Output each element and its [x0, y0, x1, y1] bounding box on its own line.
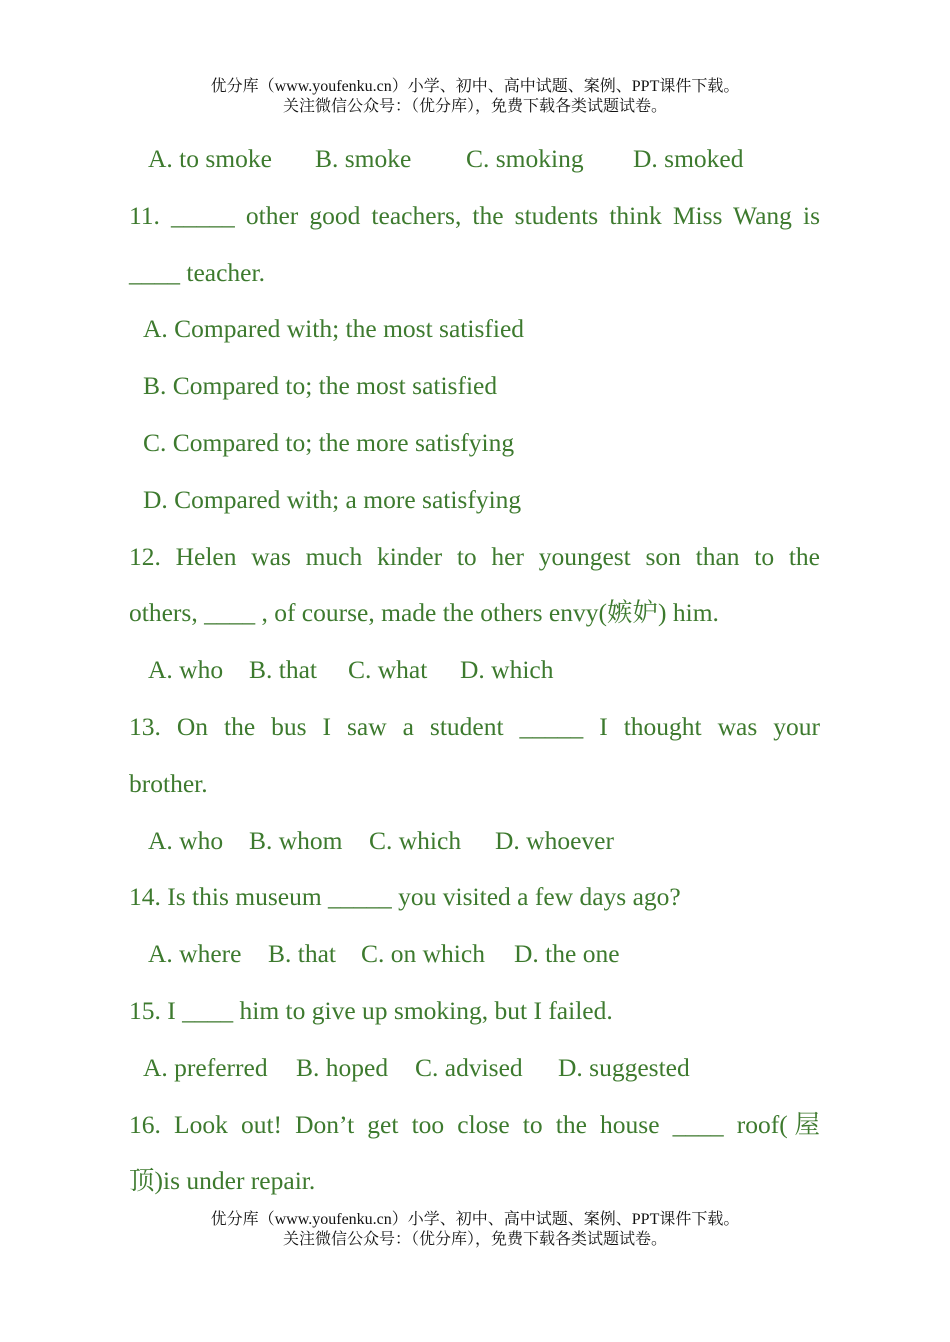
exam-content: [129, 131, 820, 1210]
q12-option-a: A. who: [148, 655, 224, 685]
footer-line-1: 优分库（www.youfenku.cn）小学、初中、高中试题、案例、PPT课件下载。: [210, 1211, 740, 1228]
q12-stem-line-1: 12. Helen was much kinder to her youngest son than to the: [129, 541, 820, 571]
q10-option-d: D. smoked: [633, 144, 744, 173]
q11-stem-line-2: ____ teacher.: [129, 257, 265, 287]
q11-option-b: B. Compared to; the most satisfied: [143, 371, 498, 401]
q14-option-a: A. where: [148, 939, 242, 969]
q16-stem-line-1: 16. Look out! Don’t get too close to the house ____ roof(屋: [129, 1109, 820, 1139]
q10-options: [129, 131, 820, 188]
q13-stem-line-2: brother.: [129, 768, 208, 798]
q12-options: [129, 642, 820, 699]
q13-option-d: D. whoever: [495, 825, 614, 855]
q14-option-b: B. that: [268, 939, 336, 969]
header-line-1: 优分库（www.youfenku.cn）小学、初中、高中试题、案例、PPT课件下载。: [210, 78, 740, 95]
q13-option-a: A. who: [148, 825, 224, 855]
page-header-watermark: [0, 77, 950, 117]
q14-stem: 14. Is this museum _____ you visited a few days ago?: [129, 882, 681, 912]
q16-stem-line-2: 顶)is under repair.: [129, 1166, 316, 1196]
q15-option-d: D. suggested: [558, 1052, 690, 1082]
q10-option-a: A. to smoke: [148, 144, 272, 173]
q14-options: [129, 926, 820, 983]
q12-option-d: D. which: [460, 655, 554, 685]
q15-option-c: C. advised: [415, 1052, 523, 1082]
q13-option-c: C. which: [369, 825, 462, 855]
q13-option-b: B. whom: [249, 825, 343, 855]
q10-option-b: B. smoke: [315, 144, 412, 173]
footer-line-2: 关注微信公众号：（优分库），免费下载各类试题试卷。: [282, 1231, 667, 1248]
q15-options: [129, 1040, 820, 1097]
q11-option-a: A. Compared with; the most satisfied: [143, 314, 525, 344]
q11-stem-line-1: 11. _____ other good teachers, the students think Miss Wang is: [129, 200, 820, 230]
header-line-2: 关注微信公众号：（优分库），免费下载各类试题试卷。: [282, 98, 667, 115]
q14-option-d: D. the one: [514, 939, 620, 969]
q11-option-d: D. Compared with; a more satisfying: [143, 484, 522, 514]
page-footer-watermark: [0, 1210, 950, 1250]
q14-option-c: C. on which: [361, 939, 485, 969]
q13-options: [129, 813, 820, 870]
q15-option-b: B. hoped: [296, 1052, 389, 1082]
q15-option-a: A. preferred: [143, 1052, 268, 1082]
q15-stem: 15. I ____ him to give up smoking, but I failed.: [129, 995, 613, 1025]
q12-option-b: B. that: [249, 655, 317, 685]
q13-stem-line-1: 13. On the bus I saw a student _____ I thought was your: [129, 711, 820, 741]
q11-option-c: C. Compared to; the more satisfying: [143, 427, 515, 457]
q12-option-c: C. what: [348, 655, 428, 685]
q12-stem-line-2: others, ____ , of course, made the others envy(嫉妒) him.: [129, 598, 719, 628]
q10-option-c: C. smoking: [466, 144, 584, 173]
